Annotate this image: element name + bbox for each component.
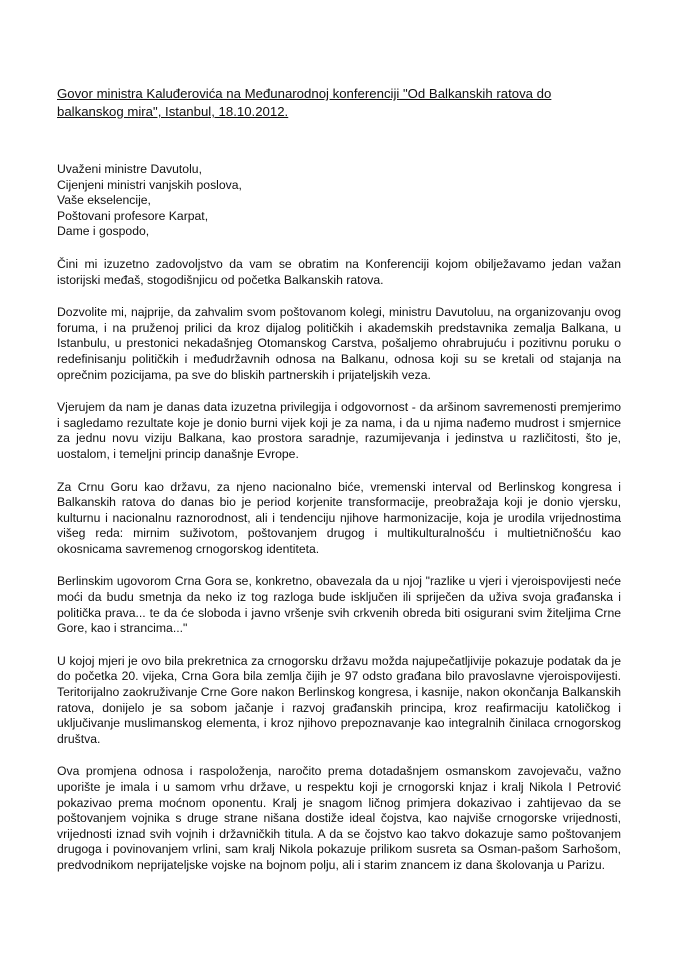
document-page [57,85,621,891]
paragraph: Za Crnu Goru kao državu, za njeno nacionalno biće, vremenski interval od Berlinskog kongresa i Balkanskih ratova do danas bio je period korjenite transformacije, preobražaja koji je donio vjersku, kulturnu i nacionalnu raznorodnost, ali i tendenciju njihove harmonizacije, koja je urodila vrijednostima višeg reda: mirnim suživotom, poštovanjem drugog i multikulturalnošću i multietničnošću kao okosnicama savremenog crnogorskog identiteta. [57,479,621,556]
document-title: Govor ministra Kaluđerovića na Međunarodnoj konferenciji "Od Balkanskih ratova do balkanskog mira", Istanbul, 18.10.2012. [57,86,552,119]
salutation-line: Poštovani profesore Karpat, [57,208,209,223]
paragraph: U kojoj mjeri je ovo bila prekretnica za crnogorsku državu možda najupečatljivije pokazuje podatak da je do početka 20. vijeka, Crna Gora bila zemlja čijih je 97 odsto građana bilo pravoslavne vjeroispovijesti. Teritorijalno zaokruživanje Crne Gore nakon Berlinskog kongresa, i kasnije, nakon okončanja Balkanskih ratova, donijelo je sa sobom jačanje i razvoj građanskih principa, kroz reafirmaciju katoličkog i uključivanje muslimanskog elementa, i kroz njihovo prepoznavanje kao integralnih činilaca crnogorskog društva. [57,653,621,746]
paragraph: Čini mi izuzetno zadovoljstvo da vam se obratim na Konferenciji kojom obilježavamo jedan važan istorijski međaš, stogodišnjicu od početka Balkanskih ratova. [57,256,621,287]
paragraph: Dozvolite mi, najprije, da zahvalim svom poštovanom kolegi, ministru Davutoluu, na organizovanju ovog foruma, i na pruženoj prilici da kroz dijalog političkih i akademskih predstavnika zemalja Balkana, u Istanbulu, u prestonici nekadašnjeg Otomanskog Carstva, pošaljemo ohrabrujuću i pozitivnu poruku o redefinisanju političkih i međudržavnih odnosa na Balkanu, odnosa koji su se kretali od stajanja na oprečnim pozicijama, pa sve do bliskih partnerskih i prijateljskih veza. [57,305,621,382]
salutation-line: Dame i gospodo, [57,224,150,239]
salutation-line: Vaše ekselencije, [57,193,151,208]
salutation-line: Uvaženi ministre Davutolu, [57,162,202,176]
paragraph: Ova promjena odnosa i raspoloženja, naročito prema dotadašnjem osmanskom zavojevaču, važno uporište je imala i u samom vrhu države, u respektu koji je crnogorski knjaz i kralj Nikola I Petrović pokazivao prema moćnom oponentu. Kralj je snagom ličnog primjera dokazivao i zahtijevao da se poštovanjem vojnika s druge strane nišana dostiže ideal čojstva, kao najviše crnogorske vrijednosti, vrijednosti iznad svih vojnih i državničkih titula. A da se čojstvo kao takvo dokazuje samo poštovanjem drugoga i povinovanjem vrlini, sam kralj Nikola pokazuje prilikom susreta sa Osman-pašom Sarhošom, predvodnikom neprijateljske vojske na bojnom polju, ali i starim znancem iz dana školovanja u Parizu. [57,764,621,872]
salutation-block [57,162,621,240]
salutation-line: Cijenjeni ministri vanjskih poslova, [57,177,242,192]
paragraph: Berlinskim ugovorom Crna Gora se, konkretno, obavezala da u njoj "razlike u vjeri i vjeroispovijesti neće moći da budu smetnja da neko iz tog razloga bude isključen ili spriječen da uživa svoja građanska i politička prava... te da će sloboda i javno vršenje svih crkvenih obreda biti osigurani svim žiteljima Crne Gore, kao i strancima..." [57,574,621,636]
paragraph: Vjerujem da nam je danas data izuzetna privilegija i odgovornost - da aršinom savremenosti premjerimo i sagledamo rezultate koje je donio burni vijek koji je za nama, i da u njima nađemo mudrost i smjernice za jednu novu viziju Balkana, kao prostora saradnje, razumijevanja i jedinstva u različitosti, što je, uostalom, i temeljni princip današnje Evrope. [57,400,621,461]
